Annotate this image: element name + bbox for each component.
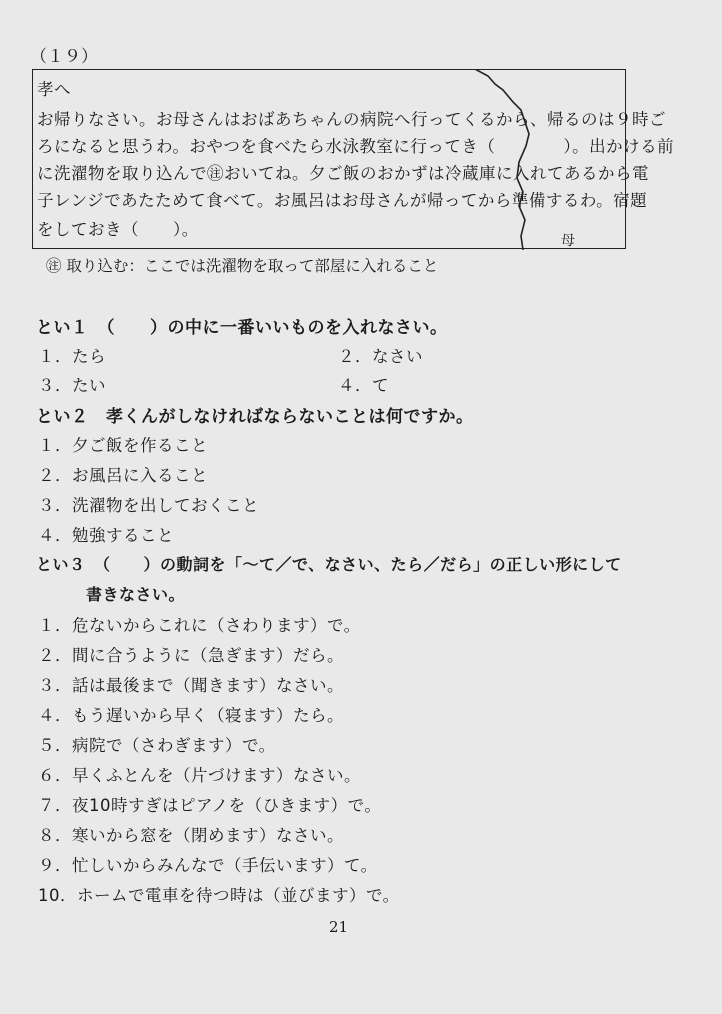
q3-item: １．危ないからこれに（さわります）で。 (38, 616, 361, 635)
q3-item: ９．忙しいからみんなで（手伝います）て。 (38, 856, 378, 875)
problem-number: （１９） (30, 47, 98, 67)
q3-item: ２．間に合うように（急ぎます）だら。 (38, 646, 344, 665)
letter-line: 子レンジであたためて食べて。お風呂はお母さんが帰ってから準備するわ。宿題 (37, 191, 648, 210)
letter-salutation: 孝へ (37, 80, 71, 99)
question-3-prompt: とい３ （ ）の動詞を「～て／で、なさい、たら／だら」の正しい形にして (36, 555, 622, 574)
q3-item: 10．ホームで電車を待つ時は（並びます）で。 (38, 886, 400, 905)
q2-choice: ３．洗濯物を出しておくこと (38, 496, 259, 515)
q2-choice: １．夕ご飯を作ること (38, 436, 208, 455)
question-3-prompt-cont: 書きなさい。 (86, 585, 186, 604)
question-1-prompt: とい１ （ ）の中に一番いいものを入れなさい。 (36, 318, 448, 338)
letter-signature: 母 (561, 233, 576, 249)
q1-choice: ４．て (338, 376, 389, 395)
letter-line: をしておき（ ）。 (37, 220, 199, 239)
letter-line: お帰りなさい。お母さんはおばあちゃんの病院へ行ってくるから、帰るのは９時ご (37, 110, 666, 129)
q3-item: ６．早くふとんを（片づけます）なさい。 (38, 766, 361, 785)
q1-choice: １．たら (38, 347, 106, 366)
page-number: 21 (329, 918, 349, 936)
q1-choice: ２．なさい (338, 347, 423, 366)
q3-item: ３．話は最後まで（聞きます）なさい。 (38, 676, 344, 695)
q2-choice: ４．勉強すること (38, 526, 174, 545)
note-letter-box (32, 69, 675, 249)
question-2-prompt: とい２ 孝くんがしなければならないことは何ですか。 (36, 407, 474, 427)
letter-line: に洗濯物を取り込んで㊟おいてね。夕ご飯のおかずは冷蔵庫に入れてあるから電 (37, 164, 649, 183)
footnote: ㊟ 取り込む：ここでは洗濯物を取って部屋に入れること (46, 257, 439, 275)
letter-line: ろになると思うわ。おやつを食べたら水泳教室に行ってき（ ）。出かける前 (37, 137, 675, 156)
q2-choice: ２．お風呂に入ること (38, 466, 208, 485)
q3-item: ４．もう遅いから早く（寝ます）たら。 (38, 706, 344, 725)
q3-item: ８．寒いから窓を（閉めます）なさい。 (38, 826, 344, 845)
q3-item: ５．病院で（さわぎます）で。 (38, 736, 276, 755)
q1-choice: ３．たい (38, 376, 106, 395)
q3-item: ７．夜10時すぎはピアノを（ひきます）で。 (38, 796, 382, 815)
